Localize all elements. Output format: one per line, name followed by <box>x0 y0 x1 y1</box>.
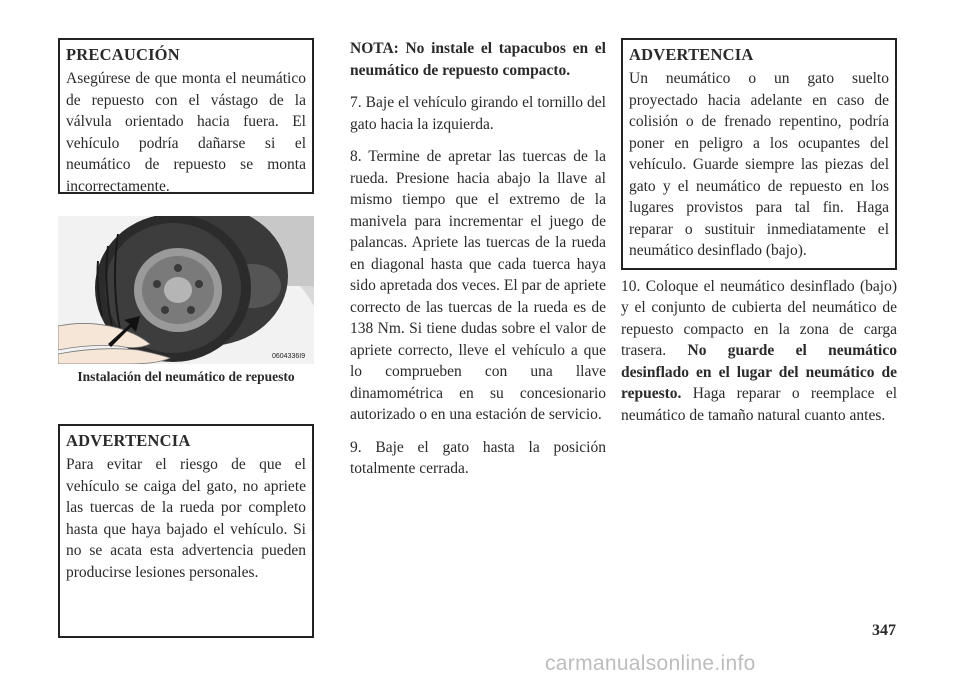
figure-caption: Instalación del neumático de repuesto <box>77 369 295 384</box>
spare-tire-illustration <box>58 216 314 364</box>
step-10-bold: No guarde el neumático desinflado en el lugar del neumático de repuesto. <box>621 342 897 402</box>
warning-box-right <box>621 38 897 270</box>
page-number: 347 <box>872 622 896 639</box>
precaution-text: Asegúrese de que monta el neumático de repuesto con el vástago de la válvula orientado hacia fuera. El vehículo podría dañarse si el neumático de repuesto se monta incorrectamente. <box>66 70 306 195</box>
spare-tire-photo <box>58 216 314 364</box>
precaution-title: PRECAUCIÓN <box>66 45 180 64</box>
middle-column <box>350 38 606 491</box>
step-7: 7. Baje el vehículo girando el tornillo del gato hacia la izquierda. <box>350 94 606 133</box>
step-10 <box>621 276 897 427</box>
right-column <box>621 38 897 437</box>
step-9: 9. Baje el gato hasta la posición totalmente cerrada. <box>350 438 606 477</box>
step-10-end: Haga reparar o reemplace el neumático de tamaño natural cuanto antes. <box>621 385 898 424</box>
warning-title-right: ADVERTENCIA <box>629 45 754 64</box>
warning-text-left: Para evitar el riesgo de que el vehículo se caiga del gato, no apriete las tuercas de la rueda por completo hasta que haya bajado el vehículo. Si no se acata esta advertencia pueden producirse lesiones personales. <box>66 456 306 581</box>
precaution-box <box>58 38 314 194</box>
watermark: carmanualsonline.info <box>545 652 756 675</box>
note-text: NOTA: No instale el tapacubos en el neumático de repuesto compacto. <box>350 40 606 79</box>
step-10-text: 10. Coloque el neumático desinflado (bajo) y el conjunto de cubierta del neumático de repuesto compacto en la zona de carga trasera. <box>621 277 897 359</box>
left-column <box>58 38 314 581</box>
step-8: 8. Termine de apretar las tuercas de la rueda. Presione hacia abajo la llave al mismo tiempo que el extremo de la manivela para incrementar el juego de palancas. Apriete las tuercas de la rueda en diagonal hasta que cada tuerca haya sido apretada dos veces. El par de apriete correcto de las tuercas de la rueda es de 138 Nm. Si tiene dudas sobre el valor de apriete correcto, lleve el vehículo a que lo comprueben con una llave dinamométrica en su concesionario autorizado o en una estación de servicio. <box>350 148 606 423</box>
warning-text-right: Un neumático o un gato suelto proyectado hacia adelante en caso de colisión o de frenado repentino, podría poner en peligro a los ocupantes del vehículo. Guarde siempre las piezas del gato y el neumático de repuesto en los lugares provistos para tal fin. Haga reparar o sustituir inmediatamente el neumático desinflado (bajo). <box>629 70 889 259</box>
warning-box-left <box>58 424 314 638</box>
warning-title-left: ADVERTENCIA <box>66 431 191 450</box>
photo-code: 0604336I9 <box>272 353 306 360</box>
